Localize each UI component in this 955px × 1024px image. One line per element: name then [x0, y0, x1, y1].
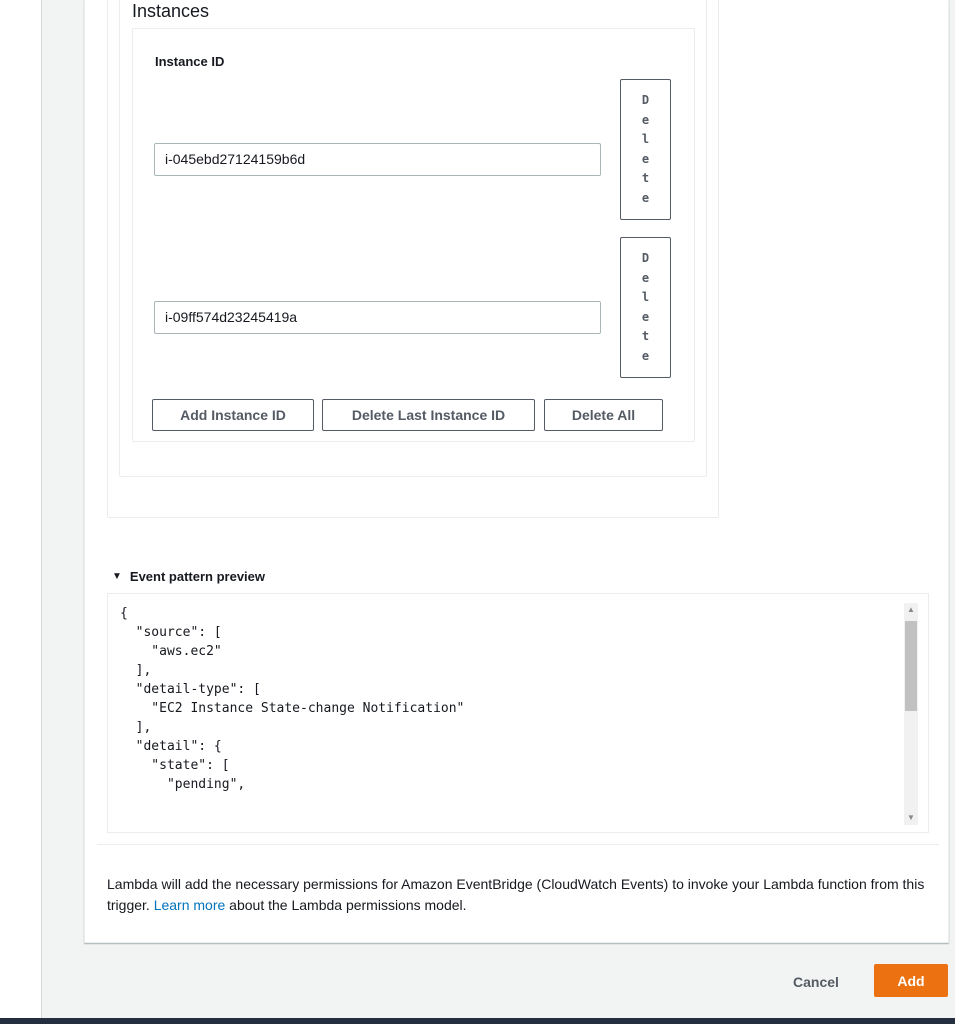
caret-down-icon: ▼: [112, 571, 122, 582]
event-pattern-section: [119, 0, 707, 477]
instances-title: Instances: [132, 1, 210, 21]
scroll-thumb[interactable]: [905, 621, 917, 711]
rule-config-section: [107, 0, 719, 518]
delete-last-instance-id-button[interactable]: Delete Last Instance ID: [322, 399, 535, 431]
delete-instance-1-button[interactable]: Delete: [620, 79, 671, 220]
instance-id-label: Instance ID: [155, 54, 225, 69]
delete-all-button[interactable]: Delete All: [544, 399, 663, 431]
delete-instance-2-button[interactable]: Delete: [620, 237, 671, 378]
left-gutter: [0, 0, 42, 1018]
event-pattern-code-editor[interactable]: [107, 593, 929, 833]
permissions-notice: Lambda will add the necessary permissions for Amazon EventBridge (CloudWatch Events) to invoke your Lambda function from this trigger. Learn more about the Lambda permissions model.: [107, 876, 925, 913]
learn-more-link[interactable]: Learn more: [153, 897, 226, 913]
instance-id-input-1[interactable]: i-045ebd27124159b6d: [154, 143, 601, 176]
cancel-button[interactable]: Cancel: [774, 966, 858, 998]
event-pattern-preview-title: Event pattern preview: [129, 569, 266, 584]
instance-id-input-2[interactable]: i-09ff574d23245419a: [154, 301, 601, 334]
divider: [97, 844, 939, 845]
scroll-up-arrow-icon[interactable]: ▲: [907, 605, 915, 614]
add-button[interactable]: Add: [874, 964, 948, 997]
scroll-down-arrow-icon[interactable]: ▼: [907, 813, 915, 822]
event-pattern-code: { "source": [ "aws.ec2" ], "detail-type": [ "EC2 Instance State-change Notification" ], "detail": { "state": [ "pending",: [120, 606, 465, 792]
instances-list: [132, 28, 695, 442]
add-trigger-panel: [84, 0, 949, 943]
bottom-bar: [0, 1018, 955, 1024]
event-pattern-preview-toggle[interactable]: [112, 569, 265, 584]
code-scrollbar[interactable]: [904, 603, 918, 825]
add-instance-id-button[interactable]: Add Instance ID: [152, 399, 314, 431]
